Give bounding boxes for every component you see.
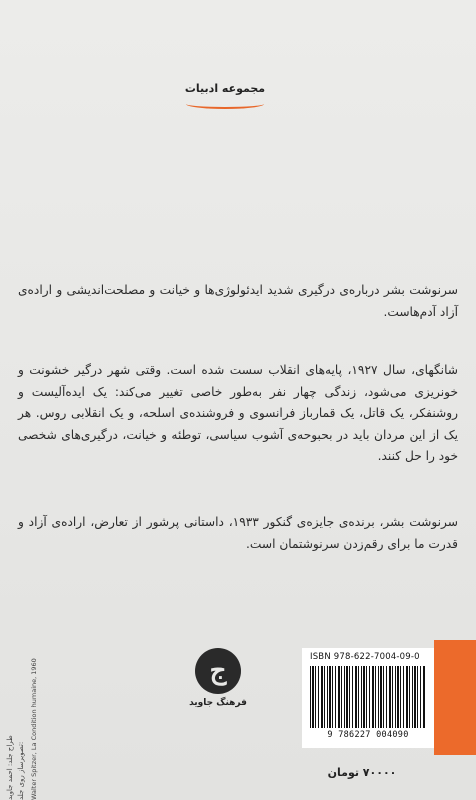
credit-cover-image: تصویرساز روی جلد: (17, 741, 25, 800)
series-label: مجموعه ادبیات (184, 82, 266, 95)
series-underline-decoration (186, 99, 264, 109)
price-label: ۷۰۰۰۰ تومان (327, 766, 397, 779)
publisher-logo (178, 648, 258, 708)
blurb-paragraph-2: شانگهای، سال ۱۹۲۷، پایه‌های انقلاب سست شده است. وقتی شهر درگیر خشونت و خونریزی می‌شود، زندگی چهار نفر به‌طور خاصی تغییر می‌کند: یک ایده‌آلیست و روشنفکر، یک قاتل، یک قمارباز فرانسوی و فروشنده‌ی اسلحه، و یک انقلابی روس. هر یک از این مردان باید در بحبوحه‌ی آشوب سیاسی، توطئه و خیانت، درگیری‌های شخصی خود را حل کنند. (18, 363, 458, 464)
isbn-barcode-panel (302, 648, 434, 748)
publisher-logo-icon: ج (195, 648, 241, 694)
barcode-icon (310, 666, 426, 728)
series-heading (170, 82, 280, 109)
isbn-number: ISBN 978-622-7004-09-0 (310, 652, 420, 662)
cover-credits (0, 600, 52, 800)
orange-spine-tab (434, 640, 476, 755)
credit-cover-designer: طراح جلد: احمد جاوید (6, 735, 14, 800)
blurb-paragraph-3: سرنوشت بشر، برنده‌ی جایزه‌ی گنکور ۱۹۳۳، داستانی پرشور از تعارض، اراده‌ی آزاد و قدرت ما برای رقم‌زدن سرنوشتمان است. (18, 515, 458, 551)
blurb-paragraph-1: سرنوشت بشر درباره‌ی درگیری شدید ایدئولوژی‌ها و خیانت و مصلحت‌اندیشی و اراده‌ی آزاد آدم‌هاست. (18, 283, 458, 319)
publisher-name: فرهنگ جاوید (189, 698, 247, 708)
barcode-digits: 9 786227 004090 (327, 730, 409, 740)
credit-image-source: Walter Spitzer, La Condition humaine, 1960 (30, 658, 38, 800)
